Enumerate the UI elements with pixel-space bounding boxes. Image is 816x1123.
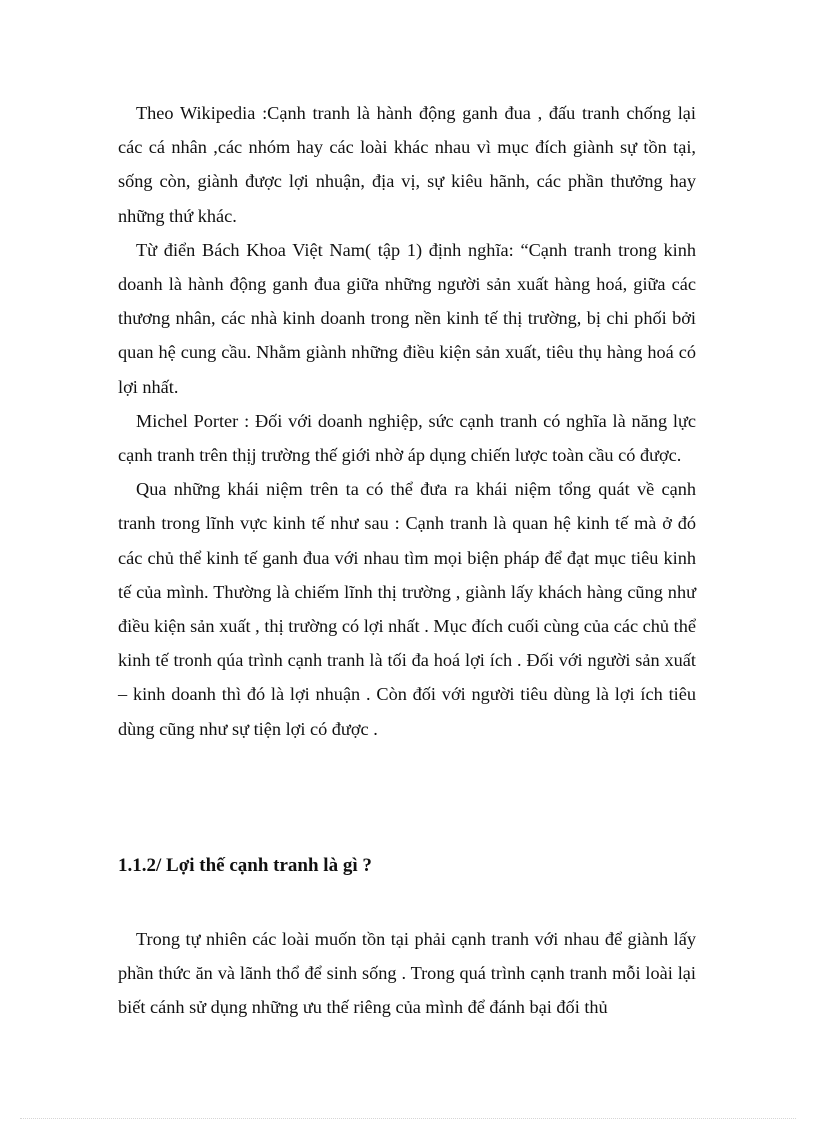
paragraph-porter-definition: Michel Porter : Đối với doanh nghiệp, sức cạnh tranh có nghĩa là năng lực cạnh tranh trên thịj trường thế giới nhờ áp dụng chiến lược toàn cầu có được. (118, 410, 696, 466)
document-body (118, 96, 696, 1018)
paragraph-encyclopedia-definition: Từ điển Bách Khoa Việt Nam( tập 1) định nghĩa: “Cạnh tranh trong kinh doanh là hành động ganh đua giữa những người sản xuất hàng hoá, giữa các thương nhân, các nhà kinh doanh trong nền kinh tế thị trường, bị chi phối bởi quan hệ cung cầu. Nhằm giành những điều kiện sản xuất, tiêu thụ hàng hoá có lợi nhất. (118, 239, 696, 397)
paragraph-general-definition: Qua những khái niệm trên ta có thể đưa ra khái niệm tổng quát về cạnh tranh trong lĩnh vực kinh tế như sau : Cạnh tranh là quan hệ kinh tế mà ở đó các chủ thể kinh tế ganh đua với nhau tìm mọi biện pháp để đạt mục tiêu kinh tế của mình. Thường là chiếm lĩnh thị trường , giành lấy khách hàng cũng như điều kiện sản xuất , thị trường có lợi nhất . Mục đích cuối cùng của các chủ thể kinh tế tronh qúa trình cạnh tranh là tối đa hoá lợi ích . Đối với người sản xuất – kinh doanh thì đó là lợi nhuận . Còn đối với người tiêu dùng là lợi ích tiêu dùng cũng như sự tiện lợi có được . (118, 479, 696, 739)
page-bottom-divider (20, 1118, 796, 1119)
paragraph-competitive-advantage: Trong tự nhiên các loài muốn tồn tại phải cạnh tranh với nhau để giành lấy phần thức ăn và lãnh thổ để sinh sống . Trong quá trình cạnh tranh mỗi loài lại biết cánh sử dụng những ưu thế riêng của mình để đánh bại đối thủ (118, 929, 696, 1018)
paragraph-wikipedia-definition: Theo Wikipedia :Cạnh tranh là hành động ganh đua , đấu tranh chống lại các cá nhân ,các nhóm hay các loài khác nhau vì mục đích giành sự tồn tại, sống còn, giành được lợi nhuận, địa vị, sự kiêu hãnh, các phần thưởng hay những thứ khác. (118, 103, 696, 226)
section-heading: 1.1.2/ Lợi thế cạnh tranh là gì ? (118, 855, 372, 876)
